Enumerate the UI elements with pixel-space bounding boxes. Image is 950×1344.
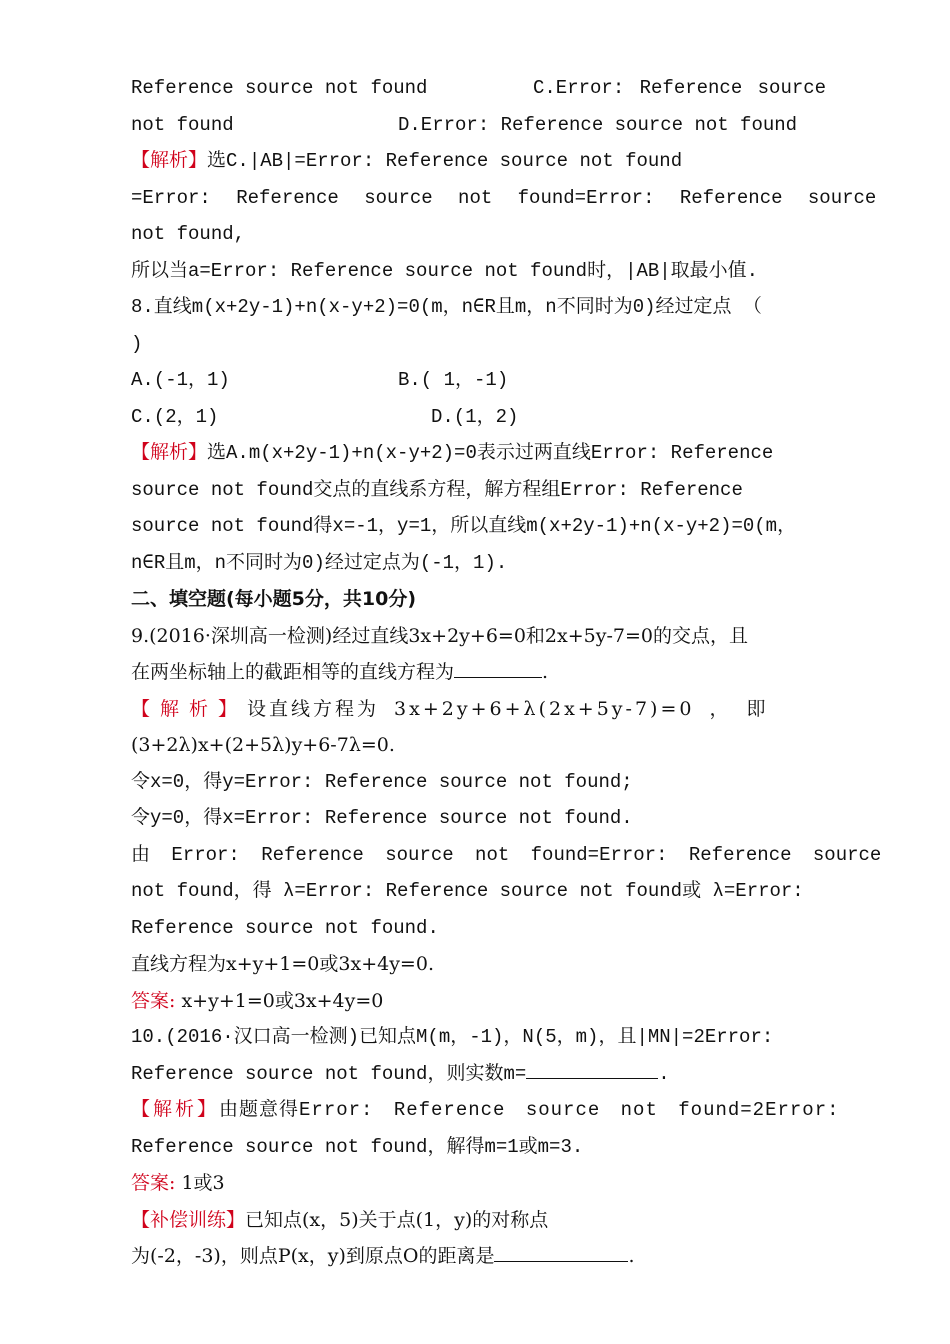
text: source not found交点的直线系方程，解方程组Error: Reference xyxy=(131,478,743,501)
question-8-options-cd xyxy=(131,399,821,436)
text: not found, xyxy=(131,223,246,245)
text: 选C.|AB|=Error: Reference source not found xyxy=(207,150,683,172)
question-8-options-ab xyxy=(131,362,821,399)
text: Reference source not found xyxy=(131,77,428,99)
supplement-tag: 【补偿训练】 xyxy=(131,1208,246,1231)
line-3 xyxy=(131,143,821,180)
option-c: C.(2，1) xyxy=(131,405,219,428)
answer-blank xyxy=(526,1058,658,1079)
text: . xyxy=(658,1062,670,1085)
question-text: Reference source not found，则实数m= xyxy=(131,1062,527,1085)
option-b: B.( 1，-1) xyxy=(398,369,509,391)
answer-9 xyxy=(131,983,821,1020)
text: 由 Error: Reference source not found=Error: Reference source xyxy=(131,843,882,866)
text: ) xyxy=(131,332,143,355)
line-4 xyxy=(131,180,877,217)
question-8-cont xyxy=(131,326,821,363)
line-2 xyxy=(131,107,821,144)
option-a: A.(-1，1) xyxy=(131,369,230,391)
supplement-line-1 xyxy=(131,1202,821,1239)
text: Reference source not found，解得m=1或m=3. xyxy=(131,1135,584,1158)
solution-tag: 【解析】 xyxy=(131,150,208,172)
solution-9-line-3 xyxy=(131,764,821,801)
question-9-line-1 xyxy=(131,618,821,655)
text: n∈R且m，n不同时为0)经过定点为(-1，1). xyxy=(131,551,508,574)
solution-9-line-1 xyxy=(131,691,821,728)
text: 由题意得Error: Reference source not found=2Error: xyxy=(219,1099,840,1121)
text: 所以当a=Error: Reference source not found时，|AB|取最小值. xyxy=(131,259,759,282)
section-title: 二、填空题(每小题5分，共10分) xyxy=(131,588,417,610)
question-10-line-1 xyxy=(131,1019,821,1056)
text: . xyxy=(542,661,549,683)
solution-8-line-4 xyxy=(131,545,821,582)
text: 令x=0，得y=Error: Reference source not found; xyxy=(131,770,633,793)
solution-8-line-1 xyxy=(131,435,821,472)
solution-tag: 【解析】 xyxy=(131,697,248,720)
solution-9-line-5 xyxy=(131,837,882,874)
answer-blank xyxy=(454,657,542,678)
question-text: 在两坐标轴上的截距相等的直线方程为 xyxy=(131,661,455,683)
solution-9-line-6 xyxy=(131,873,821,910)
answer-tag: 答案: xyxy=(131,989,176,1012)
text: not found，得 λ=Error: Reference source not found或 λ=Error: xyxy=(131,880,804,902)
text: 设直线方程为 3x+2y+6+λ(2x+5y-7)=0 ， 即 xyxy=(247,697,769,720)
solution-8-line-3 xyxy=(131,508,821,545)
line-6 xyxy=(131,253,821,290)
solution-9-line-7 xyxy=(131,910,821,947)
solution-tag: 【解析】 xyxy=(131,442,208,464)
solution-8-line-2 xyxy=(131,472,821,509)
text: 选A.m(x+2y-1)+n(x-y+2)=0表示过两直线Error: Reference xyxy=(207,442,774,464)
solution-10-line-2 xyxy=(131,1129,821,1166)
answer-blank xyxy=(494,1241,628,1262)
solution-10-line-1 xyxy=(131,1092,840,1129)
text: . xyxy=(628,1245,635,1267)
solution-9-line-2 xyxy=(131,727,821,764)
text: 令y=0，得x=Error: Reference source not found. xyxy=(131,807,633,829)
solution-9-line-4 xyxy=(131,800,821,837)
answer-text: 1或3 xyxy=(175,1172,225,1194)
solution-tag: 【解析】 xyxy=(131,1099,220,1121)
question-text: 8.直线m(x+2y-1)+n(x-y+2)=0(m，n∈R且m，n不同时为0)经过定点 （ xyxy=(131,296,762,318)
section-heading xyxy=(131,581,821,618)
question-text: 10.(2016·汉口高一检测)已知点M(m，-1)，N(5，m)，且|MN|=2Error: xyxy=(131,1026,774,1048)
line-1 xyxy=(131,70,827,107)
answer-text: x+y+1=0或3x+4y=0 xyxy=(175,989,384,1012)
text: source not found得x=-1，y=1，所以直线m(x+2y-1)+n(x-y+2)=0(m， xyxy=(131,515,797,537)
option-d: D.(1，2) xyxy=(431,405,519,428)
text: C.Error: Reference source xyxy=(533,77,827,99)
text: =Error: Reference source not found=Error: Reference source xyxy=(131,186,877,209)
text: 已知点(x，5)关于点(1，y)的对称点 xyxy=(245,1208,549,1231)
text: 直线方程为x+y+1=0或3x+4y=0. xyxy=(131,953,434,975)
answer-tag: 答案: xyxy=(131,1172,176,1194)
text: not found xyxy=(131,113,234,136)
solution-9-line-8 xyxy=(131,946,821,983)
question-9-line-2 xyxy=(131,654,821,691)
question-10-line-2 xyxy=(131,1056,821,1093)
answer-10 xyxy=(131,1165,821,1202)
supplement-line-2 xyxy=(131,1238,821,1275)
line-5 xyxy=(131,216,821,253)
text: D.Error: Reference source not found xyxy=(398,113,798,136)
question-text: 9.(2016·深圳高一检测)经过直线3x+2y+6=0和2x+5y-7=0的交点，且 xyxy=(131,624,748,647)
text: 为(-2，-3)，则点P(x，y)到原点O的距离是 xyxy=(131,1245,495,1267)
text: Reference source not found. xyxy=(131,916,439,939)
text: (3+2λ)x+(2+5λ)y+6-7λ=0. xyxy=(131,734,395,756)
question-8 xyxy=(131,289,821,326)
document-page xyxy=(131,70,882,1275)
